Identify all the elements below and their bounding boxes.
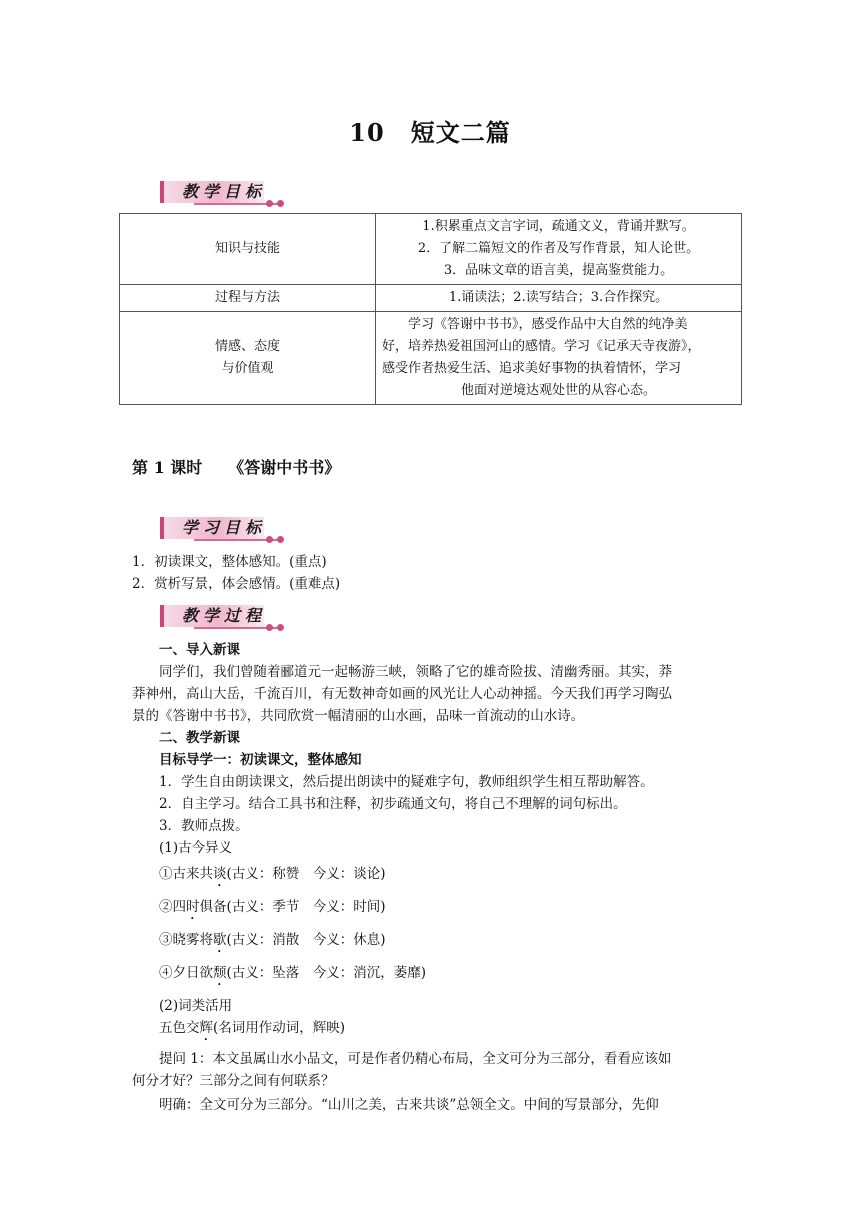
table-row: 过程与方法 1.诵读法；2.读写结合；3.合作探究。 <box>120 285 742 312</box>
banner-dot-icon <box>266 536 273 543</box>
list-item: ②四时俱备(古义：季节 今义：时间) <box>159 899 386 915</box>
list-item: 1．初读课文，整体感知。(重点) <box>132 554 327 570</box>
table-row: 知识与技能 1.积累重点文言字词，疏通文义，背诵并默写。 2．了解二篇短文的作者及写作背景，知人论世。 3．品味文章的语言美，提高鉴赏能力。 <box>120 214 742 285</box>
banner-dot-icon <box>266 624 273 631</box>
teaching-process-content: 一、导入新课 同学们，我们曾随着郦道元一起畅游三峡，领略了它的雄奇险拔、清幽秀丽。其实，莽 莽神州，高山大岳，千流百川，有无数神奇如画的风光让人心动神摇。今天我们再学习陶弘 景的《答谢中书书》，共同欣赏一幅清丽的山水画，品味一首流动的山水诗。 二、教学新课 目标导学一：初读课文，整体感知 1．学生自由朗读课文，然后提出朗读中的疑难字句，教师组织学生相互帮助解答。 2．自主学习。结合工具书和注释，初步疏通文句，将自己不理解的词句标出。 3．教师点拨。 (1)古今异义 ①古来共谈(古义：称赞 今义：谈论) ②四时俱备(古义：季节 今义：时间) ③晓雾将歇(古义：消散 今义：休息) ④夕日欲颓(古义：坠落 今义：消沉，萎靡) (2)词类活用 五色交辉(名词用作动词，辉映) 提问 1：本文虽属山水小品文，可是作者仍精心布局，全文可分为三部分，看看应该如 何分才好？三部分之间有何联系？ 明确：全文可分为三部分。“山川之美，古来共谈”总领全文。中间的写景部分，先仰 <box>132 639 736 1116</box>
list-item: ③晓雾将歇(古义：消散 今义：休息) <box>159 932 386 948</box>
lesson-number: 10 <box>349 118 385 147</box>
teaching-process-banner: 教学过程 <box>160 605 284 635</box>
page-title <box>0 113 860 148</box>
section-heading: 二、教学新课 <box>159 730 240 746</box>
banner-dot-icon <box>277 624 284 631</box>
table-row: 情感、态度 与价值观 学习《答谢中书书》，感受作品中大自然的纯净美 好，培养热爱祖国河山的感情。学习《记承天寺夜游》， 感受作者热爱生活、追求美好事物的执着情怀，学习 他面对逆境达观处世的从容心态。 <box>120 312 742 405</box>
teaching-goals-banner: 教学目标 <box>160 181 284 211</box>
list-item: ④夕日欲颓(古义：坠落 今义：消沉，萎靡) <box>159 965 427 981</box>
section-heading: 一、导入新课 <box>159 642 240 658</box>
list-item: 五色交辉(名词用作动词，辉映) <box>159 1020 346 1036</box>
banner-dot-icon <box>277 200 284 207</box>
lesson-name: 短文二篇 <box>410 118 511 147</box>
banner-dot-icon <box>266 200 273 207</box>
list-item: 2．赏析写景，体会感情。(重难点) <box>132 576 341 592</box>
learning-goals-list <box>132 551 736 595</box>
banner-dot-icon <box>277 536 284 543</box>
list-item: ①古来共谈(古义：称赞 今义：谈论) <box>159 866 386 882</box>
lesson-period-title: 第 1 课时 《答谢中书书》 <box>132 458 341 477</box>
teaching-goals-table <box>119 213 742 405</box>
subsection-heading: 目标导学一：初读课文，整体感知 <box>159 752 362 768</box>
learning-goals-banner: 学习目标 <box>160 517 284 547</box>
